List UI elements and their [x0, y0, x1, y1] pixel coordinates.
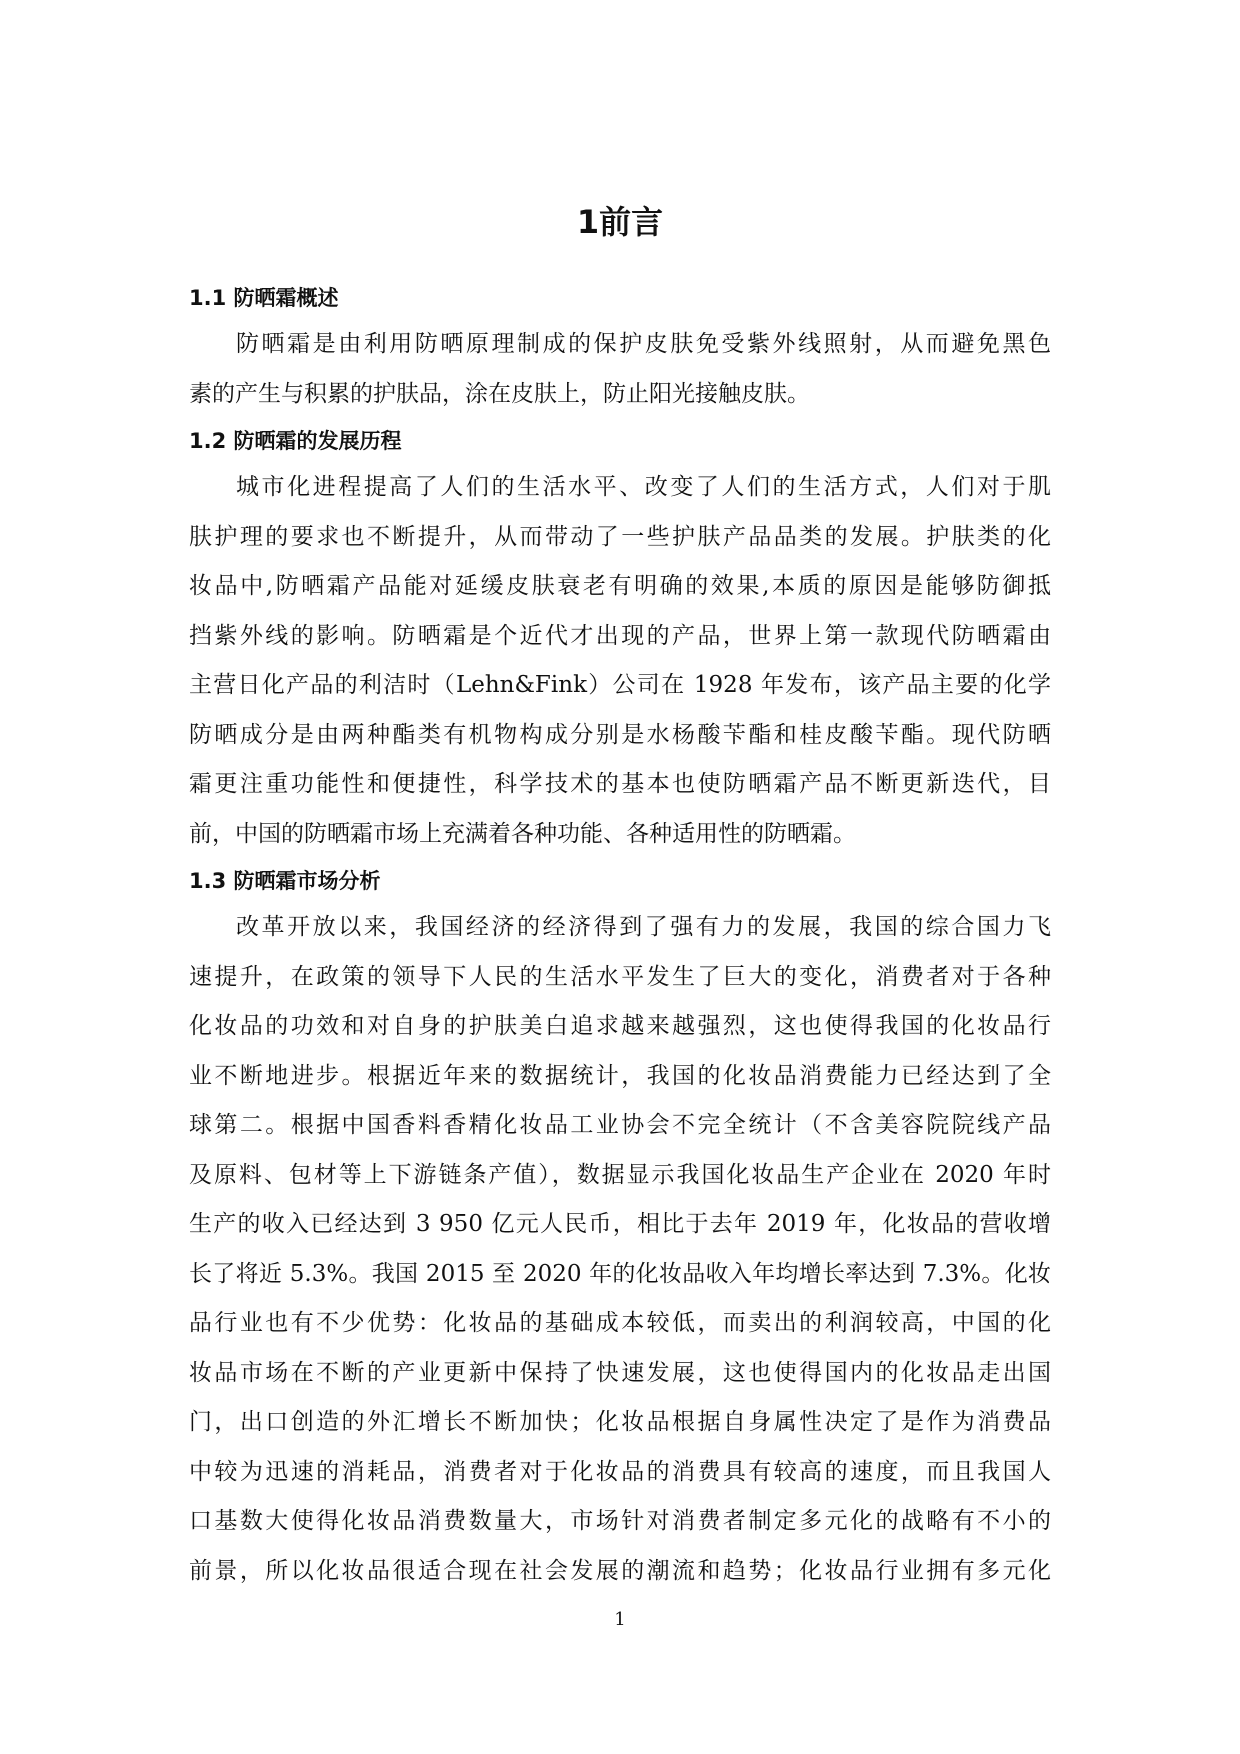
text-line: 生产的收入已经达到 3 950 亿元人民币，相比于去年 2019 年，化妆品的营收增	[189, 1211, 1051, 1237]
text-line: 业不断地进步。根据近年来的数据统计，我国的化妆品消费能力已经达到了全	[189, 1062, 1051, 1089]
paragraph-market-analysis	[189, 903, 1051, 1596]
text-line: 口基数大使得化妆品消费数量大，市场针对消费者制定多元化的战略有不小的	[189, 1508, 1051, 1534]
text-line: 防晒霜是由利用防晒原理制成的保护皮肤免受紫外线照射，从而避免黑色	[236, 331, 1051, 357]
text-line: 防晒成分是由两种酯类有机物构成分别是水杨酸苄酯和桂皮酸苄酯。现代防晒	[189, 721, 1051, 748]
document-body	[189, 276, 1051, 1596]
section-heading-1-1: 1.1 防晒霜概述	[189, 286, 339, 310]
text-line: 城市化进程提高了人们的生活水平、改变了人们的生活方式，人们对于肌	[236, 474, 1051, 500]
text-line: 肤护理的要求也不断提升，从而带动了一些护肤产品品类的发展。护肤类的化	[189, 523, 1051, 550]
text-line: 妆品市场在不断的产业更新中保持了快速发展，这也使得国内的化妆品走出国	[189, 1359, 1051, 1386]
text-line: 妆品中,防晒霜产品能对延缓皮肤衰老有明确的效果,本质的原因是能够防御抵	[189, 573, 1051, 599]
text-line: 球第二。根据中国香料香精化妆品工业协会不完全统计（不含美容院院线产品	[189, 1112, 1051, 1138]
text-line: 挡紫外线的影响。防晒霜是个近代才出现的产品，世界上第一款现代防晒霜由	[189, 622, 1051, 649]
text-line: 霜更注重功能性和便捷性，科学技术的基本也使防晒霜产品不断更新迭代，目	[189, 771, 1051, 797]
chapter-title: 1前言	[576, 203, 664, 241]
text-line: 品行业也有不少优势：化妆品的基础成本较低，而卖出的利润较高，中国的化	[189, 1310, 1051, 1336]
text-line: 及原料、包材等上下游链条产值），数据显示我国化妆品生产企业在 2020 年时	[189, 1161, 1051, 1188]
section-heading-1-3: 1.3 防晒霜市场分析	[189, 869, 381, 893]
text-line: 门，出口创造的外汇增长不断加快；化妆品根据自身属性决定了是作为消费品	[189, 1409, 1051, 1435]
section-heading-1-2: 1.2 防晒霜的发展历程	[189, 429, 402, 453]
text-line: 改革开放以来，我国经济的经济得到了强有力的发展，我国的综合国力飞	[236, 914, 1051, 940]
text-line: 长了将近 5.3%。我国 2015 至 2020 年的化妆品收入年均增长率达到 7.3%。化妆	[189, 1260, 1051, 1287]
page-number: 1	[614, 1609, 626, 1630]
text-line: 化妆品的功效和对自身的护肤美白追求越来越强烈，这也使得我国的化妆品行	[189, 1013, 1051, 1039]
text-line: 中较为迅速的消耗品，消费者对于化妆品的消费具有较高的速度，而且我国人	[189, 1458, 1051, 1485]
text-line: 前，中国的防晒霜市场上充满着各种功能、各种适用性的防晒霜。	[189, 820, 856, 847]
text-line: 前景，所以化妆品很适合现在社会发展的潮流和趋势；化妆品行业拥有多元化	[189, 1557, 1051, 1584]
paragraph-history	[189, 463, 1051, 859]
text-line: 主营日化产品的利洁时（Lehn&Fink）公司在 1928 年发布，该产品主要的化学	[189, 672, 1051, 698]
paragraph-overview	[189, 320, 1051, 419]
text-line: 素的产生与积累的护肤品，涂在皮肤上，防止阳光接触皮肤。	[189, 380, 810, 407]
text-line: 速提升，在政策的领导下人民的生活水平发生了巨大的变化，消费者对于各种	[189, 963, 1051, 990]
